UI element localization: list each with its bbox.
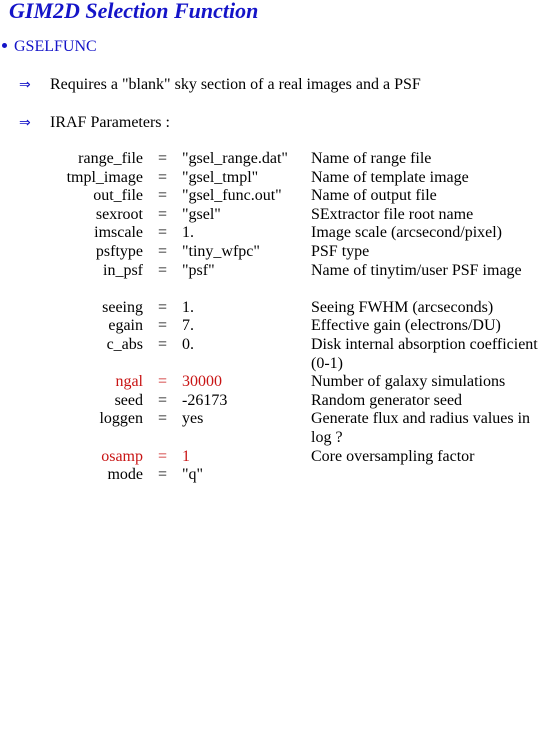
param-description: Generate flux and radius values in log ? bbox=[311, 410, 531, 446]
param-name: psftype bbox=[95, 242, 143, 260]
param-row-seeing bbox=[0, 299, 555, 318]
param-description: Number of galaxy simulations bbox=[311, 373, 506, 391]
param-value: yes bbox=[182, 410, 204, 428]
param-equals: = bbox=[158, 391, 168, 409]
param-equals: = bbox=[158, 224, 168, 242]
param-row-in-psf bbox=[0, 262, 555, 299]
param-value: 7. bbox=[182, 317, 194, 335]
param-equals: = bbox=[158, 187, 168, 205]
param-value: "q" bbox=[182, 466, 204, 484]
parameter-list bbox=[0, 150, 555, 485]
param-name: loggen bbox=[99, 410, 143, 428]
param-row-out-file bbox=[0, 187, 555, 206]
param-row-ngal bbox=[0, 373, 555, 392]
double-arrow-icon: ⇒ bbox=[19, 115, 31, 131]
param-description: Effective gain (electrons/DU) bbox=[311, 317, 501, 335]
param-name: seed bbox=[114, 391, 143, 409]
param-equals: = bbox=[158, 168, 168, 186]
param-value: 1. bbox=[182, 298, 194, 316]
param-name: in_psf bbox=[103, 261, 143, 279]
param-value: 1 bbox=[182, 447, 190, 465]
requirements-line bbox=[19, 76, 421, 94]
param-value: "gsel_func.out" bbox=[182, 187, 282, 205]
param-name: seeing bbox=[102, 298, 143, 316]
param-value: -26173 bbox=[182, 391, 228, 409]
param-name: out_file bbox=[93, 187, 143, 205]
bullet-label: GSELFUNC bbox=[14, 38, 97, 55]
param-equals: = bbox=[158, 205, 168, 223]
param-name: imscale bbox=[94, 224, 143, 242]
param-equals: = bbox=[158, 242, 168, 260]
param-row-egain bbox=[0, 317, 555, 336]
param-name: sexroot bbox=[95, 205, 143, 223]
param-name: egain bbox=[108, 317, 143, 335]
param-value: "psf" bbox=[182, 261, 215, 279]
param-row-seed bbox=[0, 392, 555, 411]
param-value: "gsel_range.dat" bbox=[182, 150, 288, 167]
param-name: osamp bbox=[101, 447, 143, 465]
param-row-loggen bbox=[0, 410, 555, 447]
param-description: Disk internal absorption coefficient (0-1) bbox=[311, 335, 538, 372]
param-description: Name of tinytim/user PSF image bbox=[311, 261, 522, 279]
param-value: "gsel" bbox=[182, 205, 221, 223]
param-description: Name of range file bbox=[311, 150, 432, 167]
param-row-mode bbox=[0, 466, 555, 485]
param-equals: = bbox=[158, 447, 168, 465]
param-description: SExtractor file root name bbox=[311, 205, 474, 223]
double-arrow-icon: ⇒ bbox=[19, 77, 31, 93]
param-equals: = bbox=[158, 335, 168, 353]
param-name: mode bbox=[107, 466, 143, 484]
iraf-heading-line bbox=[19, 114, 170, 132]
param-value: "tiny_wfpc" bbox=[182, 242, 260, 260]
param-equals: = bbox=[158, 466, 168, 484]
param-value: 0. bbox=[182, 335, 194, 353]
bullet-gselfunc bbox=[2, 38, 97, 56]
param-description: Image scale (arcsecond/pixel) bbox=[311, 224, 503, 242]
param-equals: = bbox=[158, 410, 168, 428]
param-equals: = bbox=[158, 298, 168, 316]
param-description: PSF type bbox=[311, 242, 370, 260]
param-row-osamp bbox=[0, 448, 555, 467]
param-name: range_file bbox=[78, 150, 143, 167]
param-equals: = bbox=[158, 373, 168, 391]
param-description: Random generator seed bbox=[311, 391, 463, 409]
param-value: "gsel_tmpl" bbox=[182, 168, 259, 186]
param-name: c_abs bbox=[106, 335, 143, 353]
requirements-text: Requires a "blank" sky section of a real images and a PSF bbox=[50, 76, 421, 93]
param-description: Seeing FWHM (arcseconds) bbox=[311, 298, 494, 316]
param-row-imscale bbox=[0, 224, 555, 243]
param-description: Core oversampling factor bbox=[311, 447, 475, 465]
param-row-range-file bbox=[0, 150, 555, 169]
param-equals: = bbox=[158, 261, 168, 279]
param-row-c-abs bbox=[0, 336, 555, 373]
param-row-tmpl-image bbox=[0, 169, 555, 188]
iraf-heading: IRAF Parameters : bbox=[50, 114, 170, 131]
param-row-sexroot bbox=[0, 206, 555, 225]
param-equals: = bbox=[158, 150, 168, 167]
param-row-psftype bbox=[0, 243, 555, 262]
param-equals: = bbox=[158, 317, 168, 335]
param-description: Name of output file bbox=[311, 187, 437, 205]
param-value: 1. bbox=[182, 224, 194, 242]
bullet-dot-icon bbox=[2, 43, 7, 48]
param-name: ngal bbox=[115, 373, 143, 391]
param-name: tmpl_image bbox=[66, 168, 143, 186]
param-value: 30000 bbox=[182, 373, 222, 391]
param-description: Name of template image bbox=[311, 168, 469, 186]
page-title: GIM2D Selection Function bbox=[9, 0, 259, 23]
